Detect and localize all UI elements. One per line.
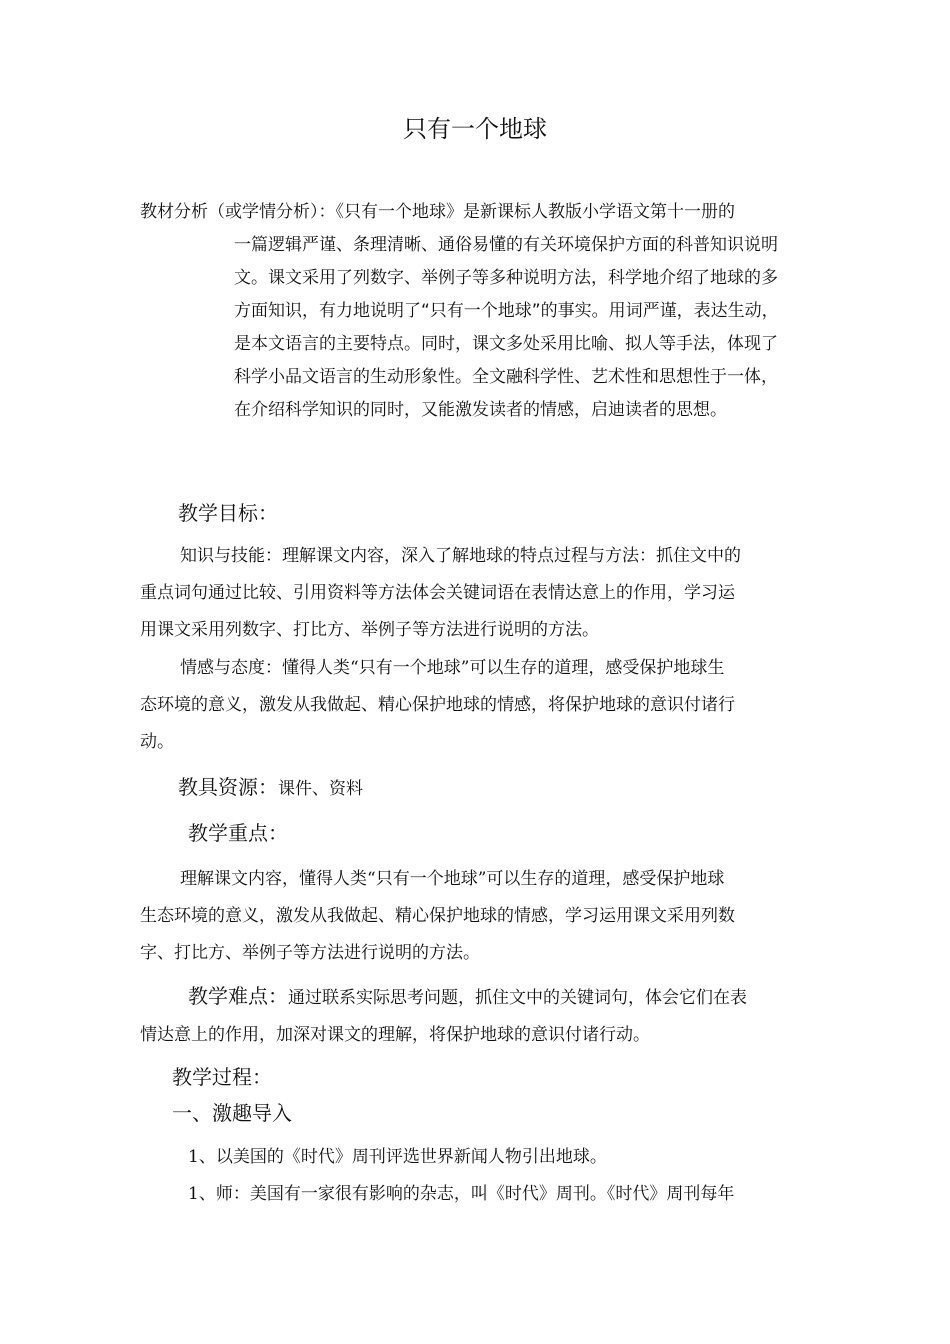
paragraph-line: 知识与技能：理解课文内容，深入了解地球的特点过程与方法：抓住文中的 [180,546,741,566]
paragraph-line: 态环境的意义，激发从我做起、精心保护地球的情感，将保护地球的意识付诸行 [140,695,735,715]
section-one-heading: 一、激趣导入 [172,1101,292,1125]
paragraph-line: 理解课文内容，懂得人类“只有一个地球”可以生存的道理，感受保护地球 [180,869,725,889]
resources-line [178,772,363,804]
key-points-heading: 教学重点： [188,821,288,845]
process-heading: 教学过程： [172,1065,272,1089]
analysis-line: 方面知识，有力地说明了“只有一个地球”的事实。用词严谨，表达生动， [234,301,779,321]
paragraph-line: 用课文采用列数字、打比方、举例子等方法进行说明的方法。 [140,620,599,640]
emotion-paragraph [140,650,830,761]
analysis-first-line [140,196,840,229]
process-item: 1、以美国的《时代》周刊评选世界新闻人物引出地球。 [188,1147,607,1167]
resources-heading: 教具资源： [178,775,278,799]
paragraph-line: 重点词句通过比较、引用资料等方法体会关键词语在表情达意上的作用，学习运 [140,583,735,603]
paragraph-line: 字、打比方、举例子等方法进行说明的方法。 [140,943,480,963]
paragraph-line: 情感与态度：懂得人类“只有一个地球”可以生存的道理，感受保护地球生 [180,658,725,678]
goals-heading: 教学目标： [178,501,278,525]
paragraph-line: 情达意上的作用，加深对课文的理解，将保护地球的意识付诸行动。 [140,1025,650,1045]
paragraph-line: 生态环境的意义，激发从我做起、精心保护地球的情感，学习运用课文采用列数 [140,906,735,926]
process-items [140,1139,830,1213]
resources-text: 课件、资料 [278,779,363,799]
key-points-paragraph [140,861,830,972]
difficulties-heading: 教学难点： [188,984,288,1008]
difficulties-first-line [140,978,830,1017]
paragraph-line: 动。 [140,732,174,752]
analysis-body [140,229,834,427]
difficulties-paragraph [140,978,830,1054]
paragraph-line: 通过联系实际思考问题，抓住文中的关键词句，体会它们在表 [288,988,747,1008]
analysis-line: 是本文语言的主要特点。同时，课文多处采用比喻、拟人等手法，体现了 [234,334,778,354]
analysis-label: 教材分析（或学情分析）： [140,202,336,222]
analysis-line: 科学小品文语言的生动形象性。全文融科学性、艺术性和思想性于一体， [234,367,778,387]
document-title: 只有一个地球 [403,115,547,143]
textbook-analysis [140,196,840,427]
process-item: 1、师：美国有一家很有影响的杂志，叫《时代》周刊。《时代》周刊每年 [188,1184,735,1204]
analysis-line: 在介绍科学知识的同时，又能激发读者的情感，启迪读者的思想。 [234,400,727,420]
analysis-line: 文。课文采用了列数字、举例子等多种说明方法，科学地介绍了地球的多 [234,268,778,288]
knowledge-paragraph [140,538,830,649]
analysis-line: 一篇逻辑严谨、条理清晰、通俗易懂的有关环境保护方面的科普知识说明 [234,235,778,255]
analysis-line: 《只有一个地球》是新课标人教版小学语文第十一册的 [335,202,735,222]
